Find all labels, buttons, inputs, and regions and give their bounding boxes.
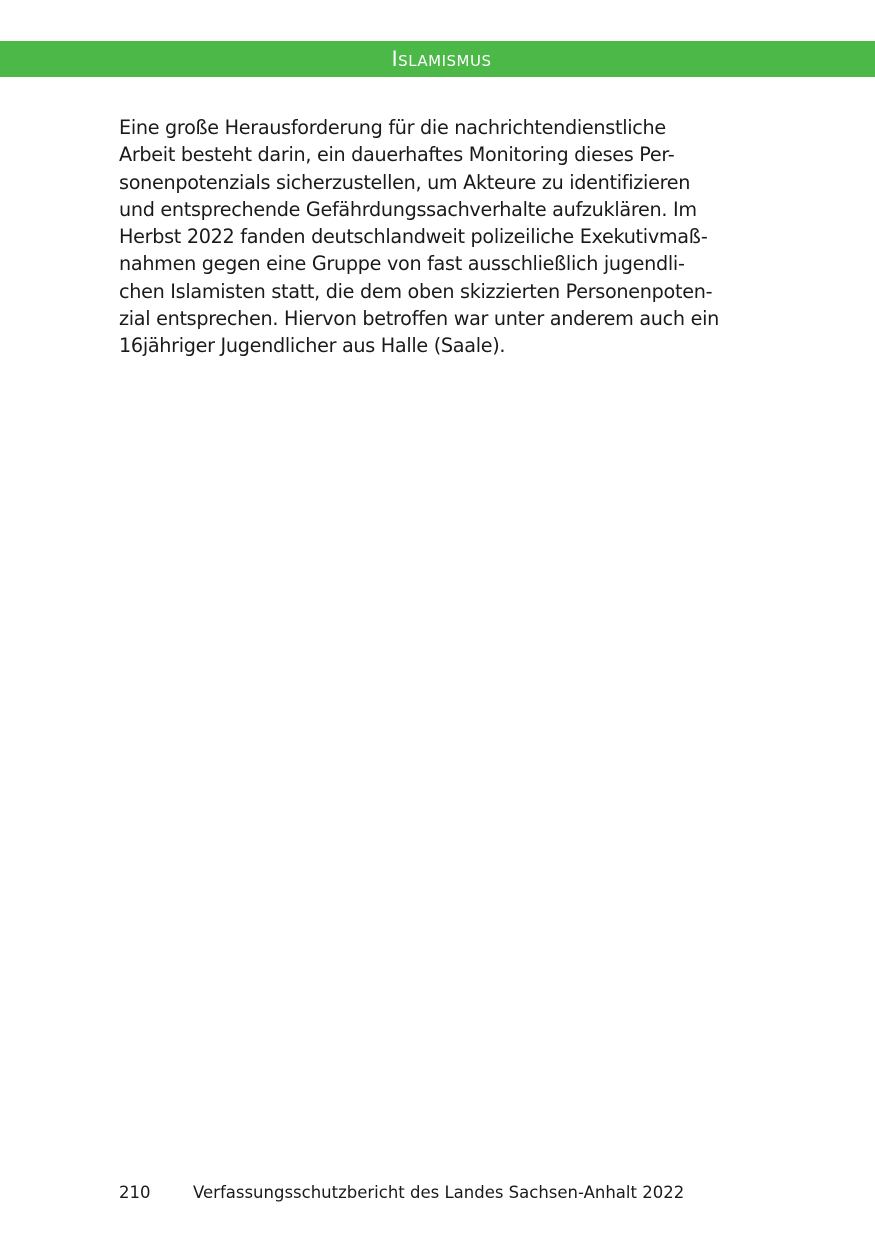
publication-title: Verfassungsschutzbericht des Landes Sachsen-Anhalt 2022 <box>193 1183 685 1202</box>
page-footer <box>119 1180 759 1206</box>
page-number: 210 <box>119 1183 151 1202</box>
section-header-band <box>0 41 875 77</box>
body-paragraph: Eine große Herausforderung für die nachrichtendienstliche Arbeit besteht darin, ein dauerhaftes Monitoring dieses Per- sonenpotenzials sicherzustellen, um Akteure zu identifizieren und entsprechende Gefährdungssachverhalte aufzuklären. Im Herbst 2022 fanden deutschlandweit polizeiliche Exekutivmaß- nahmen gegen eine Gruppe von fast ausschließlich jugendli- chen Islamisten statt, die dem oben skizzierten Personenpoten- zial entsprechen. Hiervon betroffen war unter anderem auch ein 16jähriger Jugendlicher aus Halle (Saale). <box>119 116 719 358</box>
section-title: Islamismus <box>391 47 492 71</box>
